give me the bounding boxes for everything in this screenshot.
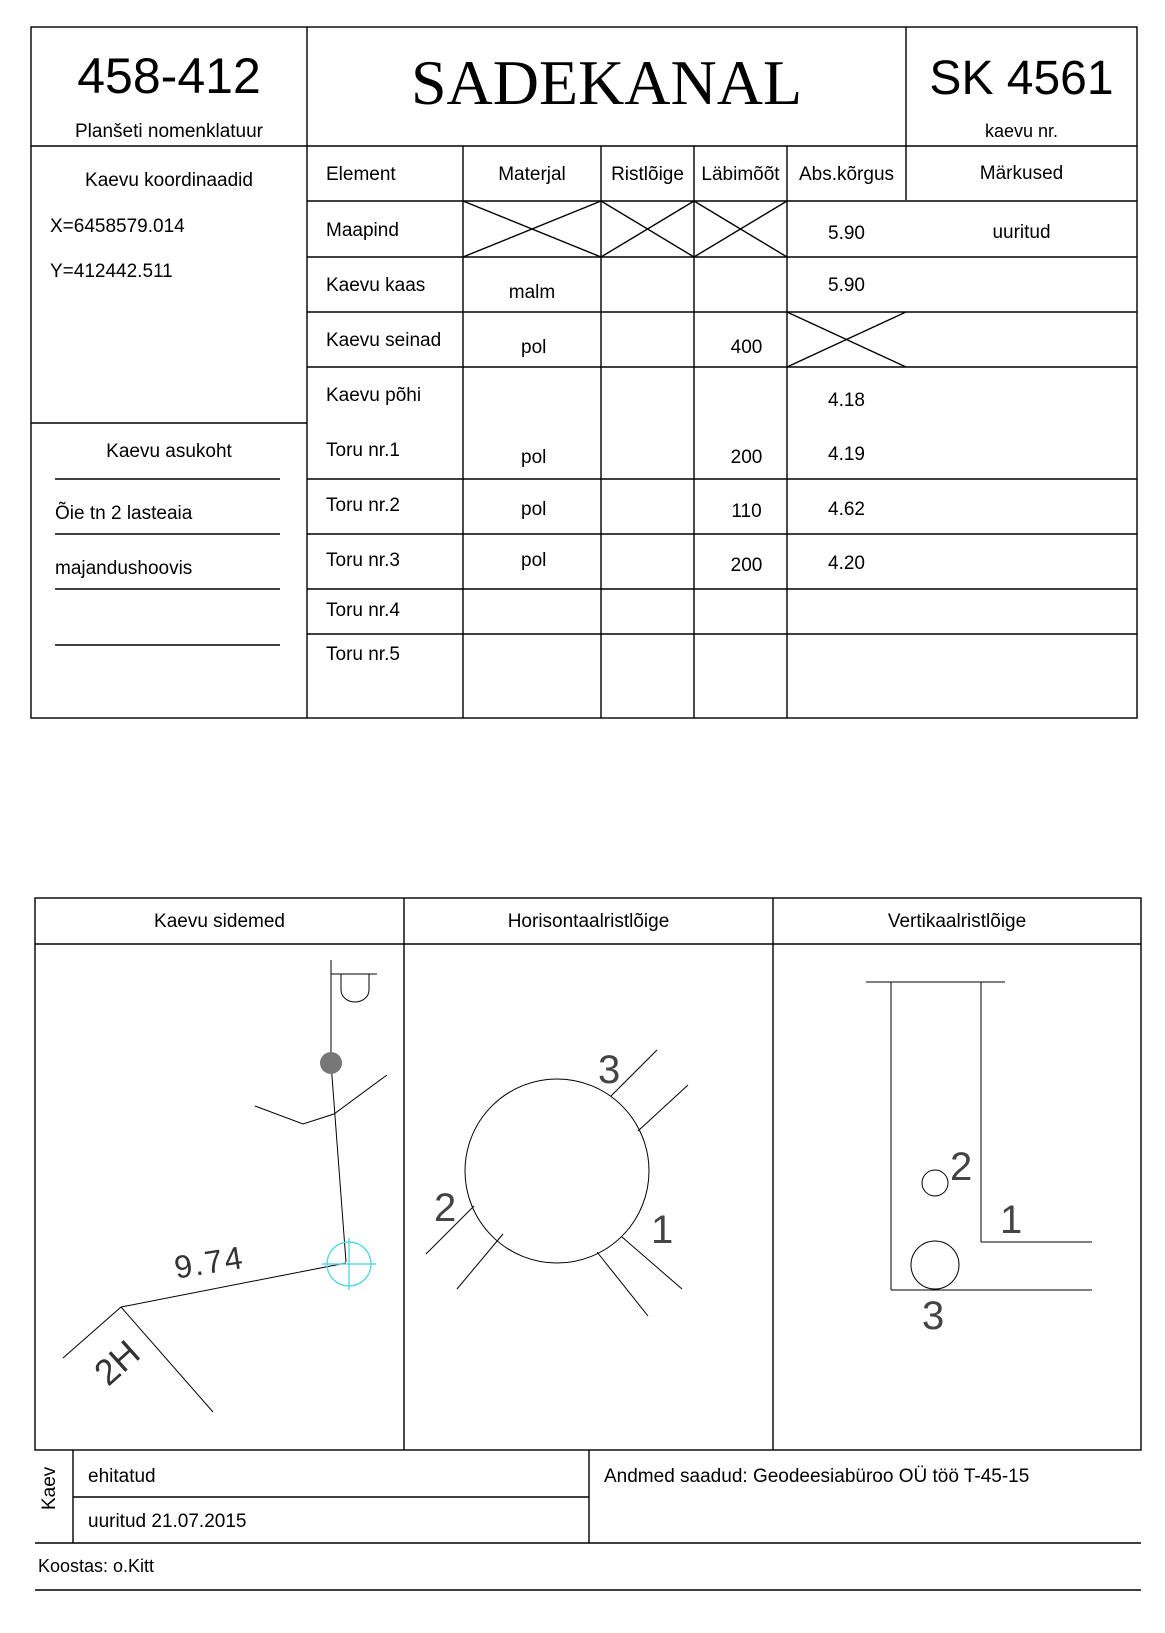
table-row-height: 4.20 <box>828 553 865 574</box>
coordinate-x: X=6458579.014 <box>50 216 185 237</box>
table-row-element: Toru nr.1 <box>326 440 400 461</box>
footer-built: ehitatud <box>88 1466 156 1487</box>
table-row-element: Maapind <box>326 220 399 241</box>
table-row-element: Toru nr.2 <box>326 495 400 516</box>
panel-title-vertical: Vertikaalristlõige <box>887 911 1027 932</box>
well-number-label: kaevu nr. <box>984 121 1059 141</box>
utility-pole-icon <box>320 1052 342 1074</box>
document-title: SADEKANAL <box>410 47 803 118</box>
column-header-notes: Märkused <box>979 163 1064 184</box>
table-row-element: Kaevu kaas <box>326 275 426 296</box>
table-row-element: Kaevu põhi <box>326 385 422 406</box>
column-header-height: Abs.kõrgus <box>798 164 895 185</box>
table-row-height: 5.90 <box>828 223 865 244</box>
horizontal-pipe-2-label: 2 <box>434 1186 457 1230</box>
table-row-diameter: 110 <box>731 501 762 522</box>
coordinates-label: Kaevu koordinaadid <box>85 170 253 191</box>
house-label: 2H <box>85 1331 148 1394</box>
table-row-material: pol <box>521 447 547 468</box>
table-row-material: pol <box>521 550 547 571</box>
table-row-element: Toru nr.5 <box>326 644 400 665</box>
panel-title-horizontal: Horisontaalristlõige <box>507 911 670 932</box>
footer-author: Koostas: o.Kitt <box>38 1556 155 1576</box>
location-line-2: majandushoovis <box>55 558 193 579</box>
table-row-element: Kaevu seinad <box>326 330 442 351</box>
column-header-section: Ristlõige <box>611 164 684 185</box>
table-row-height: 4.18 <box>828 390 865 411</box>
vertical-section-sketch <box>866 982 1092 1290</box>
location-label: Kaevu asukoht <box>106 441 232 462</box>
table-row-height: 4.19 <box>828 444 865 465</box>
tie-point-icon <box>322 1238 376 1290</box>
vertical-pipe-3-label: 3 <box>922 1294 945 1338</box>
column-header-material: Materjal <box>498 164 566 185</box>
table-row-height: 4.62 <box>828 499 865 520</box>
well-number: SK 4561 <box>929 52 1114 105</box>
table-row-material: malm <box>508 282 556 303</box>
table-row-diameter: 200 <box>730 447 763 468</box>
column-header-element: Element <box>326 164 396 185</box>
table-row-element: Toru nr.3 <box>326 550 400 571</box>
footer-source: Andmed saadud: Geodeesiabüroo OÜ töö T-45-15 <box>604 1466 1030 1487</box>
vertical-pipe-2-label: 2 <box>950 1145 973 1189</box>
table-row-notes: uuritud <box>992 222 1051 243</box>
distance-label: 9.74 <box>171 1239 247 1286</box>
plan-number-label: Planšeti nomenklatuur <box>75 121 263 142</box>
horizontal-pipe-1-label: 1 <box>651 1208 674 1252</box>
vertical-pipe-1-label: 1 <box>1000 1198 1023 1242</box>
location-line-1: Õie tn 2 lasteaia <box>55 503 193 524</box>
table-row-diameter: 200 <box>730 555 763 576</box>
horizontal-section-sketch <box>426 1050 688 1316</box>
horizontal-pipe-3-label: 3 <box>598 1048 621 1092</box>
table-row-diameter: 400 <box>730 337 763 358</box>
panel-title-ties: Kaevu sidemed <box>154 911 285 932</box>
coordinate-y: Y=412442.511 <box>50 261 173 282</box>
table-row-height: 5.90 <box>828 275 865 296</box>
footer-side-label: Kaev <box>39 1466 60 1510</box>
table-row-element: Toru nr.4 <box>326 600 400 621</box>
plan-number: 458-412 <box>77 48 261 104</box>
column-header-diameter: Läbimõõt <box>701 164 780 185</box>
table-row-material: pol <box>521 337 547 358</box>
table-row-material: pol <box>521 499 547 520</box>
footer-surveyed: uuritud 21.07.2015 <box>88 1511 247 1532</box>
